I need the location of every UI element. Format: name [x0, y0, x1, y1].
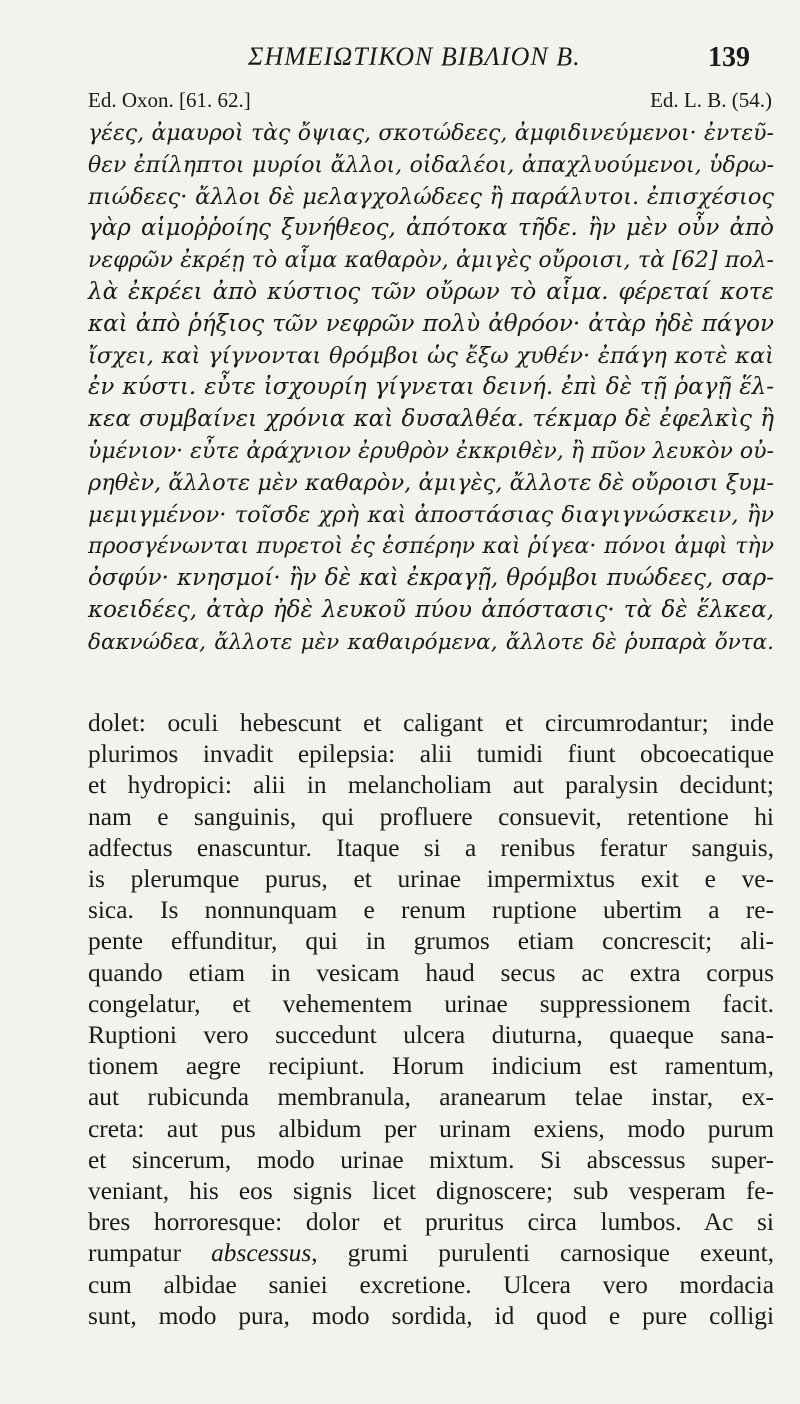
- greek-text-line: λὰ ἐκρέει ἀπὸ κύστιος τῶν οὔρων τὸ αἷμα. φέρεταί κοτε: [88, 278, 774, 305]
- latin-text-line: quando etiam in vesicam haud secus ac extra corpus: [88, 958, 774, 987]
- latin-text-line: sunt, modo pura, modo sordida, id quod e pure colligi: [88, 1301, 774, 1330]
- greek-text-line: ὑμένιον· εὖτε ἀράχνιον ἐρυθρὸν ἐκκριθὲν, ἢ πῦον λευκὸν οὐ-: [88, 438, 774, 464]
- latin-text-line: bres horroresque: dolor et pruritus circa lumbos. Ac si: [88, 1208, 774, 1237]
- edition-lb: Ed. L. B. (54.): [650, 88, 772, 112]
- greek-text-line: ἴσχει, καὶ γίγνονται θρόμβοι ὡς ἔξω χυθέν· ἐπάγη κοτὲ καὶ: [88, 342, 774, 369]
- latin-text-line: congelatur, et vehementem urinae suppressionem facit.: [88, 989, 774, 1018]
- latin-text-line: creta: aut pus albidum per urinam exiens, modo purum: [88, 1114, 774, 1143]
- latin-text-line: et sincerum, modo urinae mixtum. Si abscessus super-: [88, 1145, 774, 1174]
- edition-oxon: Ed. Oxon. [61. 62.]: [88, 88, 251, 112]
- latin-text-line: rumpatur abscessus, grumi purulenti carnosique exeunt,: [88, 1239, 774, 1268]
- latin-text-line: nam e sanguinis, qui profluere consuevit, retentione hi: [88, 802, 774, 831]
- greek-text-line: μεμιγμένον· τοῖσδε χρὴ καὶ ἀποστάσιας διαγιγνώσκειν, ἢν: [88, 501, 774, 528]
- running-title: ΣΗΜΕΙΩΤΙΚΟΝ ΒΙΒΛΙΟΝ Β.: [248, 42, 581, 71]
- greek-text-line: κεα συμβαίνει χρόνια καὶ δυσαλθέα. τέκμαρ δὲ ἐφελκὶς ἢ: [88, 406, 774, 433]
- greek-text-line: θεν ἐπίληπτοι μυρίοι ἄλλοι, οἰδαλέοι, ἀπαχλυούμενοι, ὑδρω-: [88, 152, 774, 178]
- latin-text-line: sica. Is nonnunquam e renum ruptione ubertim a re-: [88, 896, 774, 925]
- latin-text-block: [88, 708, 774, 1332]
- greek-text-line: νεφρῶν ἐκρέῃ τὸ αἷμα καθαρὸν, ἀμιγὲς οὔροισι, τὰ [62] πολ-: [88, 248, 774, 274]
- latin-text-line: adfectus enascuntur. Itaque si a renibus feratur sanguis,: [88, 833, 774, 862]
- greek-text-line: καὶ ἀπὸ ῥήξιος τῶν νεφρῶν πολὺ ἀθρόον· ἀτὰρ ἠδὲ πάγον: [88, 310, 774, 337]
- greek-text-line: ἐν κύστι. εὖτε ἰσχουρίη γίγνεται δεινή. ἐπὶ δὲ τῇ ῥαγῇ ἕλ-: [88, 374, 774, 401]
- latin-text-line: veniant, his eos signis licet dignoscere; sub vesperam fe-: [88, 1177, 774, 1206]
- greek-text-line: ὀσφύν· κνησμοί· ἢν δὲ καὶ ἐκραγῇ, θρόμβοι πυώδεες, σαρ-: [88, 565, 774, 592]
- latin-text-line: tionem aegre recipiunt. Horum indicium est ramentum,: [88, 1052, 774, 1081]
- greek-text-line: πιώδεες· ἄλλοι δὲ μελαγχολώδεες ἢ παράλυτοι. ἐπισχέσιος: [88, 183, 774, 210]
- greek-text-line: δακνώδεα, ἄλλοτε μὲν καθαιρόμενα, ἄλλοτε δὲ ῥυπαρὰ ὄντα.: [88, 629, 774, 655]
- edition-references: [88, 88, 772, 118]
- latin-text-line: plurimos invadit epilepsia: alii tumidi fiunt obcoecatique: [88, 740, 774, 769]
- page-number: 139: [708, 42, 750, 73]
- greek-text-line: γέες, ἀμαυροὶ τὰς ὄψιας, σκοτώδεες, ἀμφιδινεύμενοι· ἐντεῦ-: [88, 121, 774, 146]
- greek-text-line: προσγένωνται πυρετοὶ ἐς ἑσπέρην καὶ ῥίγεα· πόνοι ἀμφὶ τὴν: [88, 534, 774, 560]
- latin-text-line: et hydropici: alii in melancholiam aut paralysin decidunt;: [88, 771, 774, 800]
- greek-text-block: [88, 118, 774, 659]
- latin-text-line: dolet: oculi hebescunt et caligant et circumrodantur; inde: [88, 709, 774, 737]
- greek-text-line: γὰρ αἱμοῤῥοίης ξυνήθεος, ἀπότοκα τῆδε. ἢν μὲν οὖν ἀπὸ: [88, 215, 774, 242]
- latin-text-line: aut rubicunda membranula, aranearum telae instar, ex-: [88, 1083, 774, 1112]
- page-header: [88, 38, 770, 78]
- latin-text-line: cum albidae saniei excretione. Ulcera vero mordacia: [88, 1270, 774, 1299]
- greek-text-line: κοειδέες, ἀτὰρ ἠδὲ λευκοῦ πύου ἀπόστασις· τὰ δὲ ἕλκεα,: [88, 596, 774, 623]
- latin-text-line: is plerumque purus, et urinae impermixtus exit e ve-: [88, 865, 774, 894]
- latin-text-line: Ruptioni vero succedunt ulcera diuturna, quaeque sana-: [88, 1021, 774, 1050]
- greek-text-line: ρηθὲν, ἄλλοτε μὲν καθαρὸν, ἀμιγὲς, ἄλλοτε δὲ οὔροισι ξυμ-: [88, 469, 774, 496]
- latin-text-line: pente effunditur, qui in grumos etiam concrescit; ali-: [88, 927, 774, 956]
